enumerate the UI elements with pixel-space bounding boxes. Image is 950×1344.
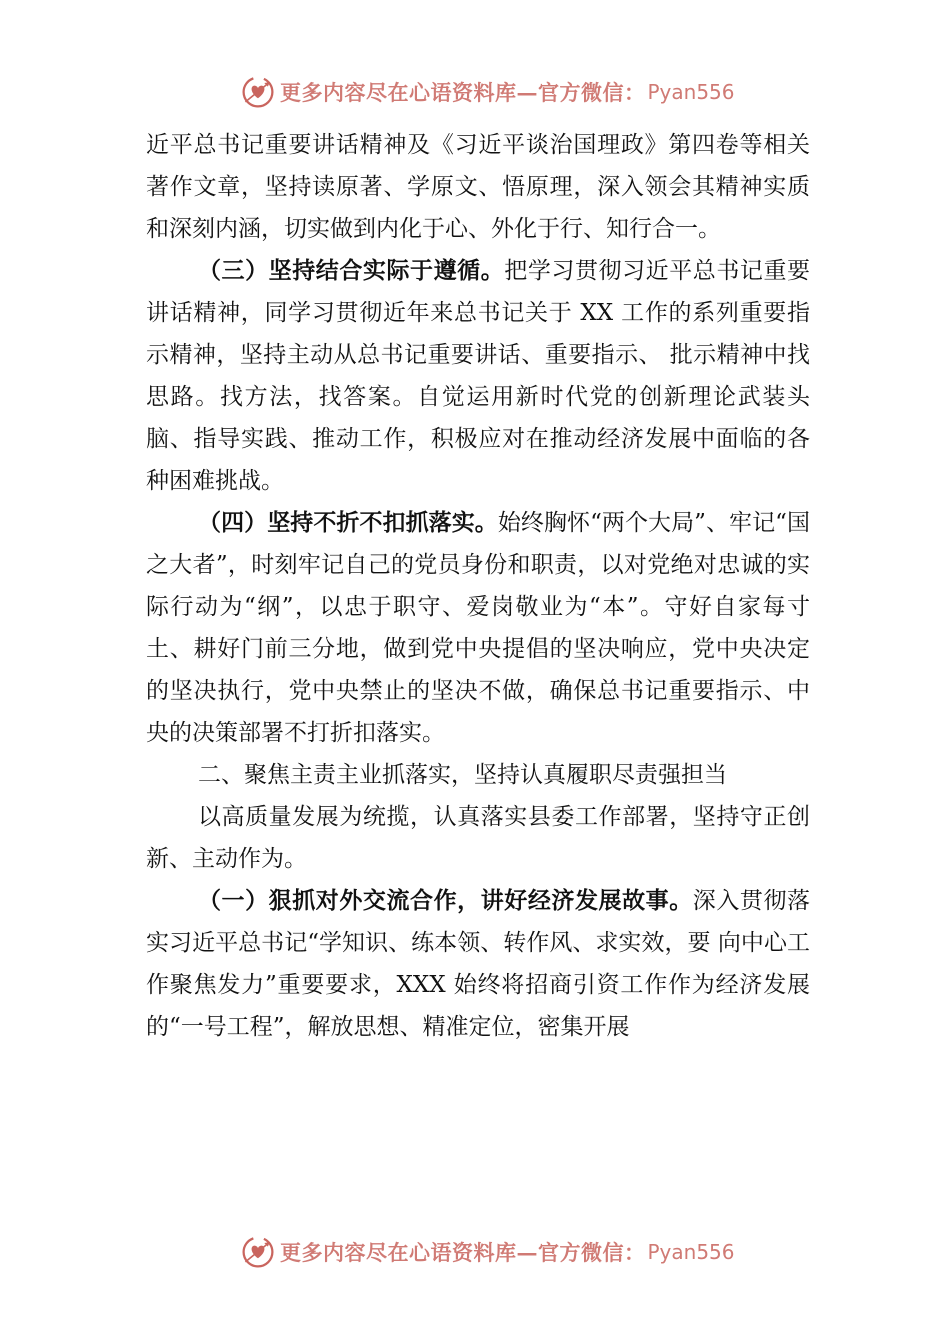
paragraph-2	[146, 250, 810, 502]
document-body	[146, 124, 810, 1048]
paragraph-5	[146, 796, 810, 880]
watermark-text: 更多内容尽在心语资料库—官方微信：	[280, 80, 646, 105]
footer-watermark	[240, 1232, 740, 1272]
section-heading	[146, 754, 810, 796]
paragraph-lead: （四）坚持不折不扣抓落实。	[198, 509, 498, 536]
paragraph-lead: （三）坚持结合实际于遵循。	[198, 257, 505, 284]
paragraph-text: 以高质量发展为统揽，认真落实县委工作部署，坚持守正创新、主动作为。	[146, 804, 810, 872]
heart-arrow-logo-icon	[240, 1234, 276, 1270]
watermark-account: Pyan556	[647, 80, 735, 104]
paragraph-1	[146, 124, 810, 250]
header-watermark	[240, 72, 740, 112]
paragraph-text: 把学习贯彻习近平总书记重要讲话精神，同学习贯彻近年来总书记关于 XX 工作的系列重要指示精神，坚持主动从总书记重要讲话、重要指示、 批示精神中找思路。找方法，找答案。自觉运用新时代党的创新理论武装头脑、指导实践、推动工作，积极应对在推动经济发展中面临的各种困难挑战。	[146, 258, 811, 494]
heading-text: 二、聚焦主责主业抓落实，坚持认真履职尽责强担当	[198, 762, 727, 788]
paragraph-3	[146, 502, 810, 754]
watermark-account: Pyan556	[647, 1240, 735, 1264]
paragraph-6	[146, 880, 810, 1048]
paragraph-lead: （一）狠抓对外交流合作，讲好经济发展故事。	[198, 887, 693, 914]
paragraph-text: 深入贯彻落实习近平总书记“学知识、练本领、转作风、求实效，要 向中心工作聚焦发力”重要要求，XXX 始终将招商引资工作作为经济发展的“一号工程”，解放思想、精准定位，密集开展	[146, 888, 811, 1040]
heart-arrow-logo-icon	[240, 74, 276, 110]
paragraph-text: 近平总书记重要讲话精神及《习近平谈治国理政》第四卷等相关著作文章，坚持读原著、学原文、悟原理，深入领会其精神实质和深刻内涵，切实做到内化于心、外化于行、知行合一。	[146, 132, 810, 242]
paragraph-text: 始终胸怀“两个大局”、牢记“国之大者”，时刻牢记自己的党员身份和职责，以对党绝对忠诚的实际行动为“纲”，以忠于职守、爱岗敬业为“本”。守好自家每寸土、耕好门前三分地，做到党中央提倡的坚决响应，党中央决定的坚决执行，党中央禁止的坚决不做，确保总书记重要指示、中央的决策部署不打折扣落实。	[146, 510, 810, 746]
watermark-text: 更多内容尽在心语资料库—官方微信：	[280, 1240, 646, 1265]
